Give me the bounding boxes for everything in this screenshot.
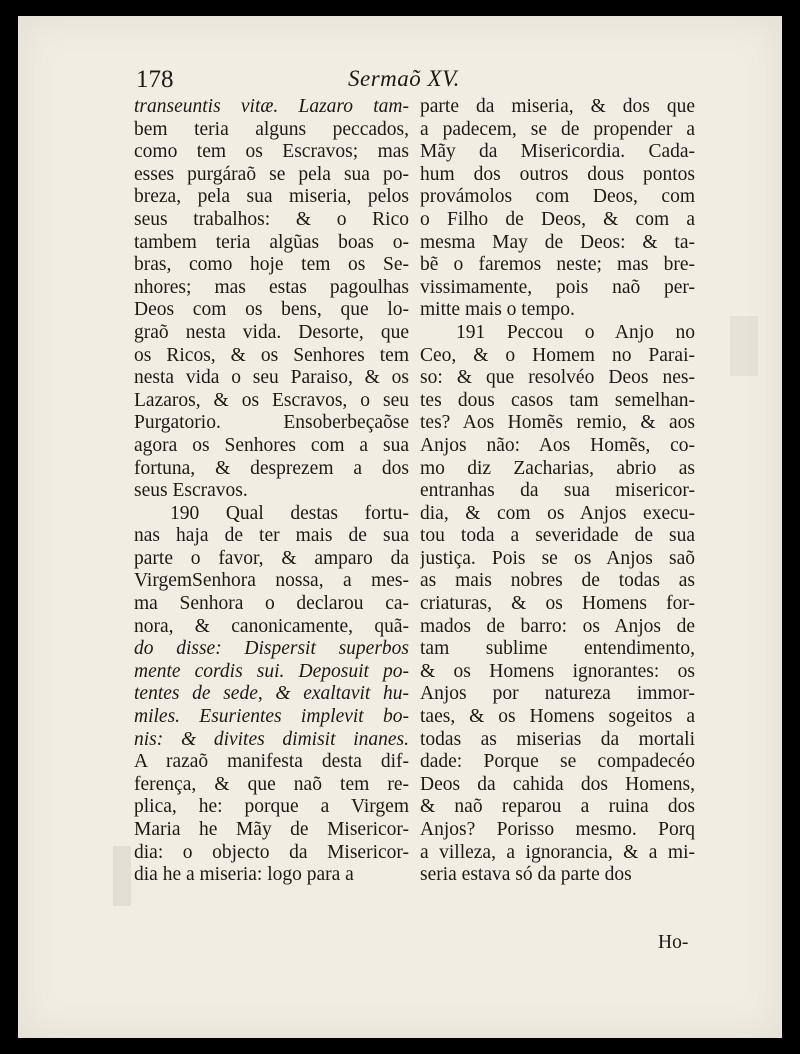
text-line: justiça. Pois se os Anjos saõ xyxy=(420,547,695,569)
page-header xyxy=(18,66,782,98)
text-line: Anjos por natureza immor- xyxy=(420,683,695,705)
text-line: seus Escravos. xyxy=(134,480,248,502)
text-line: Anjos não: Aos Homẽs, co- xyxy=(420,434,695,456)
text-line: & os Homens ignorantes: os xyxy=(420,660,695,682)
text-line: tambem teria algũas boas o- xyxy=(134,231,409,253)
text-line: tentes de sede, & exaltavit hu- xyxy=(134,683,409,705)
text-line: nesta vida o seu Paraiso, & os xyxy=(134,367,409,389)
text-line: nis: & divites dimisit inanes. xyxy=(134,728,409,750)
text-line: o Filho de Deos, & com a xyxy=(420,208,695,230)
text-line: tes? Aos Homẽs remio, & aos xyxy=(420,412,695,434)
text-line: vissimamente, pois naõ per- xyxy=(420,276,695,298)
text-line: os Ricos, & os Senhores tem xyxy=(134,344,409,366)
text-line: fortuna, & desprezem a dos xyxy=(134,457,409,479)
text-line: parte da miseria, & dos que xyxy=(420,96,695,117)
text-line: bẽ o faremos neste; mas bre- xyxy=(420,254,695,276)
text-line: dia, & com os Anjos execu- xyxy=(420,502,695,524)
text-line: ma Senhora o declarou ca- xyxy=(134,593,409,615)
text-line: esses purgáraõ se pela sua po- xyxy=(134,163,409,185)
text-line: mados de barro: os Anjos de xyxy=(420,615,695,637)
text-line: tes dous casos tam semelhan- xyxy=(420,389,695,411)
text-line: Ceo, & o Homem no Parai- xyxy=(420,344,695,366)
text-line: provámolos com Deos, com xyxy=(420,186,695,208)
text-line: nas haja de ter mais de sua xyxy=(134,525,409,547)
text-line: mesma May de Deos: & ta- xyxy=(420,231,695,253)
text-line: seus trabalhos: & o Rico xyxy=(134,208,409,230)
text-line: como tem os Escravos; mas xyxy=(134,141,409,163)
text-line: seria estava só da parte dos xyxy=(420,864,632,886)
text-line: ferença, & que naõ tem re- xyxy=(134,773,409,795)
text-line: Deos com os bens, que lo- xyxy=(134,299,409,321)
text-line: nora, & canonicamente, quã- xyxy=(134,615,409,637)
show-through-mark xyxy=(113,846,131,906)
right-column xyxy=(420,96,695,887)
running-head: Sermaõ XV. xyxy=(348,66,460,91)
text-line: A razaõ manifesta desta dif- xyxy=(134,751,409,773)
page-number: 178 xyxy=(136,66,174,93)
text-line: Lazaros, & os Escravos, o seu xyxy=(134,389,409,411)
text-line: hum dos outros dous pontos xyxy=(420,163,695,185)
text-line: miles. Esurientes implevit bo- xyxy=(134,706,409,728)
text-line: as mais nobres de todas as xyxy=(420,570,695,592)
text-line: dia he a miseria: logo para a xyxy=(134,864,354,886)
text-line: tam sublime entendimento, xyxy=(420,638,695,660)
text-line: do disse: Dispersit superbos xyxy=(134,638,409,660)
text-line: tou toda a severidade de sua xyxy=(420,525,695,547)
text-line: VirgemSenhora nossa, a mes- xyxy=(134,570,409,592)
text-line: mitte mais o tempo. xyxy=(420,299,575,321)
text-line: Maria he Mãy de Misericor- xyxy=(134,819,409,840)
text-line: graõ nesta vida. Desorte, que xyxy=(134,321,409,343)
left-column xyxy=(134,96,409,887)
text-line: todas as miserias da mortali xyxy=(420,728,695,750)
text-line: dia: o objecto da Misericor- xyxy=(134,841,409,863)
text-line: & naõ reparou a ruina dos xyxy=(420,796,695,818)
text-line: nhores; mas estas pagoulhas xyxy=(134,276,409,298)
catchword: Ho- xyxy=(658,932,689,953)
book-page xyxy=(18,16,782,1038)
text-line: criaturas, & os Homens for- xyxy=(420,593,695,615)
text-line: so: & que resolvéo Deos nes- xyxy=(420,367,695,389)
text-line: parte o favor, & amparo da xyxy=(134,547,409,569)
text-line: Purgatorio. Ensoberbeçaõse xyxy=(134,412,409,434)
text-line: mo diz Zacharias, abrio as xyxy=(420,457,695,479)
text-line: bras, como hoje tem os Se- xyxy=(134,254,409,276)
text-line: entranhas da sua misericor- xyxy=(420,480,695,502)
text-line: Mãy da Misericordia. Cada- xyxy=(420,141,695,163)
text-line: 190 Qual destas fortu- xyxy=(170,502,409,524)
text-line: a villeza, a ignorancia, & a mi- xyxy=(420,841,695,863)
text-line: plica, he: porque a Virgem xyxy=(134,796,409,818)
text-line: taes, & os Homens sogeitos a xyxy=(420,706,695,728)
show-through-mark xyxy=(730,316,758,376)
text-line: dade: Porque se compadecéo xyxy=(420,751,695,773)
text-line: Deos da cahida dos Homens, xyxy=(420,773,695,795)
text-line: agora os Senhores com a sua xyxy=(134,434,409,456)
text-line: a padecem, se de propender a xyxy=(420,118,695,140)
text-line: Anjos? Porisso mesmo. Porq xyxy=(420,819,695,840)
text-line: transeuntis vitæ. Lazaro tam- xyxy=(134,96,409,117)
text-line: breza, pela sua miseria, pelos xyxy=(134,186,409,208)
text-line: mente cordis sui. Deposuit po- xyxy=(134,660,409,682)
text-line: bem teria alguns peccados, xyxy=(134,118,409,140)
text-line: 191 Peccou o Anjo no xyxy=(456,321,695,343)
